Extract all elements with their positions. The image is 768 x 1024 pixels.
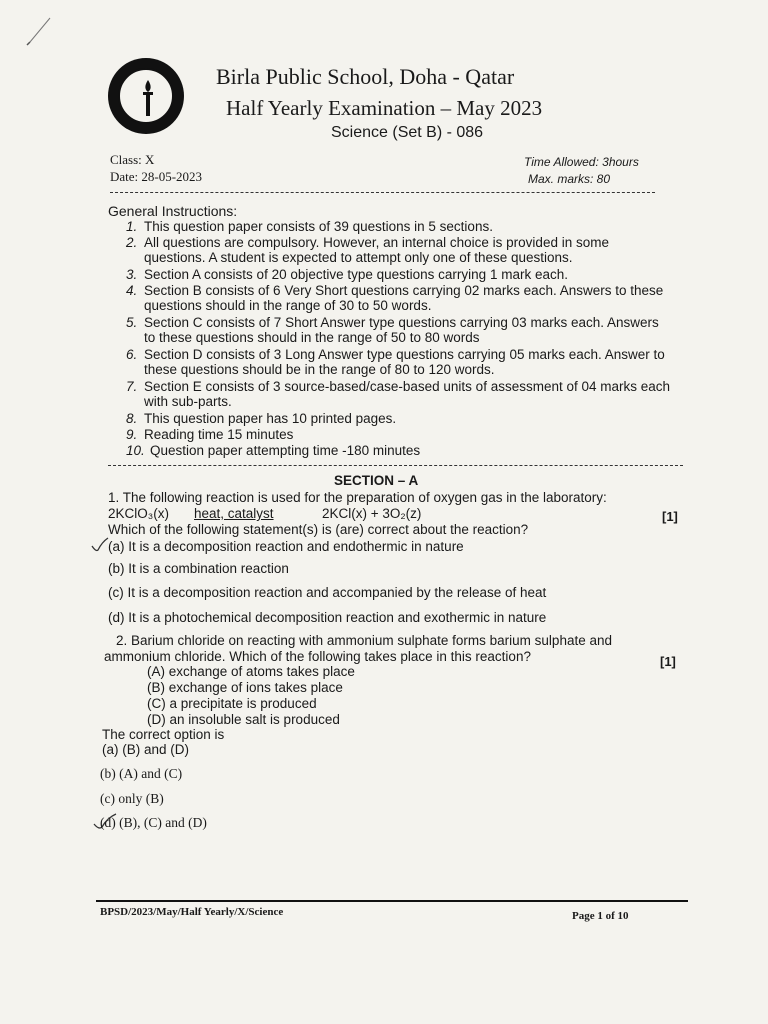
footer-rule xyxy=(96,900,688,902)
max-marks: Max. marks: 80 xyxy=(528,172,611,186)
q2-stem-line1: 2. Barium chloride on reacting with ammonium sulphate forms barium sulphate and xyxy=(116,633,612,648)
time-allowed: Time Allowed: 3hours xyxy=(524,155,639,169)
instruction-text: questions should in the range of 30 to 50 words. xyxy=(144,298,432,313)
instruction-item xyxy=(126,315,659,345)
instruction-item xyxy=(126,443,420,458)
q2-marks: [1] xyxy=(660,654,676,669)
instruction-item xyxy=(126,427,293,442)
instruction-text: Section D consists of 3 Long Answer type questions carrying 05 marks each. Answer to xyxy=(144,347,665,362)
instruction-number: 7. xyxy=(126,379,138,394)
instruction-text: Section C consists of 7 Short Answer type questions carrying 03 marks each. Answers xyxy=(144,315,659,330)
instruction-text: Section E consists of 3 source-based/case-based units of assessment of 04 marks each xyxy=(144,379,671,394)
date-label: Date: 28-05-2023 xyxy=(110,169,203,184)
pen-mark xyxy=(24,14,54,48)
instruction-number: 10. xyxy=(126,443,145,458)
school-name: Birla Public School, Doha - Qatar xyxy=(216,64,515,89)
divider xyxy=(108,465,683,466)
q1-reactant: 2KClO₃(x) xyxy=(108,506,170,521)
q1-option-d: (d) It is a photochemical decomposition reaction and exothermic in nature xyxy=(108,610,547,625)
q2-choice-a: (A) exchange of atoms takes place xyxy=(147,664,355,679)
subject-title: Science (Set B) - 086 xyxy=(331,124,484,141)
instructions-title: General Instructions: xyxy=(108,203,238,219)
instruction-item xyxy=(126,347,665,377)
instruction-text: All questions are compulsory. However, an internal choice is provided in some xyxy=(144,235,609,250)
tick-mark-icon xyxy=(90,536,110,554)
instruction-text: these questions should be in the range of 80 to 120 words. xyxy=(144,362,495,377)
instruction-number: 8. xyxy=(126,411,138,426)
instruction-item xyxy=(126,283,663,313)
instruction-number: 1. xyxy=(126,219,138,234)
instruction-text: to these questions should in the range of 50 to 80 words xyxy=(144,330,480,345)
instruction-text: Reading time 15 minutes xyxy=(144,427,294,442)
instruction-number: 5. xyxy=(126,315,138,330)
school-crest-torch-icon xyxy=(140,78,156,118)
q1-option-a: (a) It is a decomposition reaction and endothermic in nature xyxy=(108,539,464,554)
instruction-text: with sub-parts. xyxy=(144,394,232,409)
instruction-number: 4. xyxy=(126,283,138,298)
class-label: Class: X xyxy=(110,152,155,167)
q1-product: 2KCl(x) + 3O₂(z) xyxy=(322,506,422,521)
school-logo xyxy=(108,58,184,134)
q1-option-b: (b) It is a combination reaction xyxy=(108,561,289,576)
instruction-item xyxy=(126,379,670,409)
instruction-number: 9. xyxy=(126,427,138,442)
instruction-number: 2. xyxy=(126,235,138,250)
q1-option-c: (c) It is a decomposition reaction and accompanied by the release of heat xyxy=(108,585,547,600)
instruction-text: Question paper attempting time -180 minutes xyxy=(150,443,421,458)
q1-stem: 1. The following reaction is used for the preparation of oxygen gas in the laboratory: xyxy=(108,490,607,505)
q2-option-c: (c) only (B) xyxy=(100,791,164,806)
q1-question: Which of the following statement(s) is (are) correct about the reaction? xyxy=(108,522,529,537)
instruction-text: This question paper has 10 printed pages. xyxy=(144,411,397,426)
paper-code: BPSD/2023/May/Half Yearly/X/Science xyxy=(100,906,284,918)
q2-option-a: (a) (B) and (D) xyxy=(102,742,190,757)
q1-marks: [1] xyxy=(662,509,678,524)
instruction-text: Section B consists of 6 Very Short questions carrying 02 marks each. Answers to these xyxy=(144,283,664,298)
instruction-number: 6. xyxy=(126,347,138,362)
instruction-text: Section A consists of 20 objective type questions carrying 1 mark each. xyxy=(144,267,568,282)
q2-correct-label: The correct option is xyxy=(102,727,225,742)
q2-choice-b: (B) exchange of ions takes place xyxy=(147,680,343,695)
q2-option-d: (d) (B), (C) and (D) xyxy=(100,815,207,830)
instruction-text: questions. A student is expected to attempt only one of these questions. xyxy=(144,250,573,265)
q2-choice-c: (C) a precipitate is produced xyxy=(147,696,317,711)
instruction-item xyxy=(126,411,396,426)
q2-stem-line2: ammonium chloride. Which of the following takes place in this reaction? xyxy=(104,649,531,664)
q2-option-b: (b) (A) and (C) xyxy=(100,766,183,781)
instruction-number: 3. xyxy=(126,267,138,282)
section-a-title: SECTION – A xyxy=(334,473,419,488)
divider xyxy=(110,192,655,193)
instruction-text: This question paper consists of 39 questions in 5 sections. xyxy=(144,219,493,234)
q2-choice-d: (D) an insoluble salt is produced xyxy=(147,712,340,727)
instruction-item xyxy=(126,219,493,234)
page-number: Page 1 of 10 xyxy=(572,910,629,922)
q1-condition: heat, catalyst xyxy=(194,506,274,521)
instruction-item xyxy=(126,267,568,282)
instruction-item xyxy=(126,235,609,265)
exam-title: Half Yearly Examination – May 2023 xyxy=(226,96,543,120)
